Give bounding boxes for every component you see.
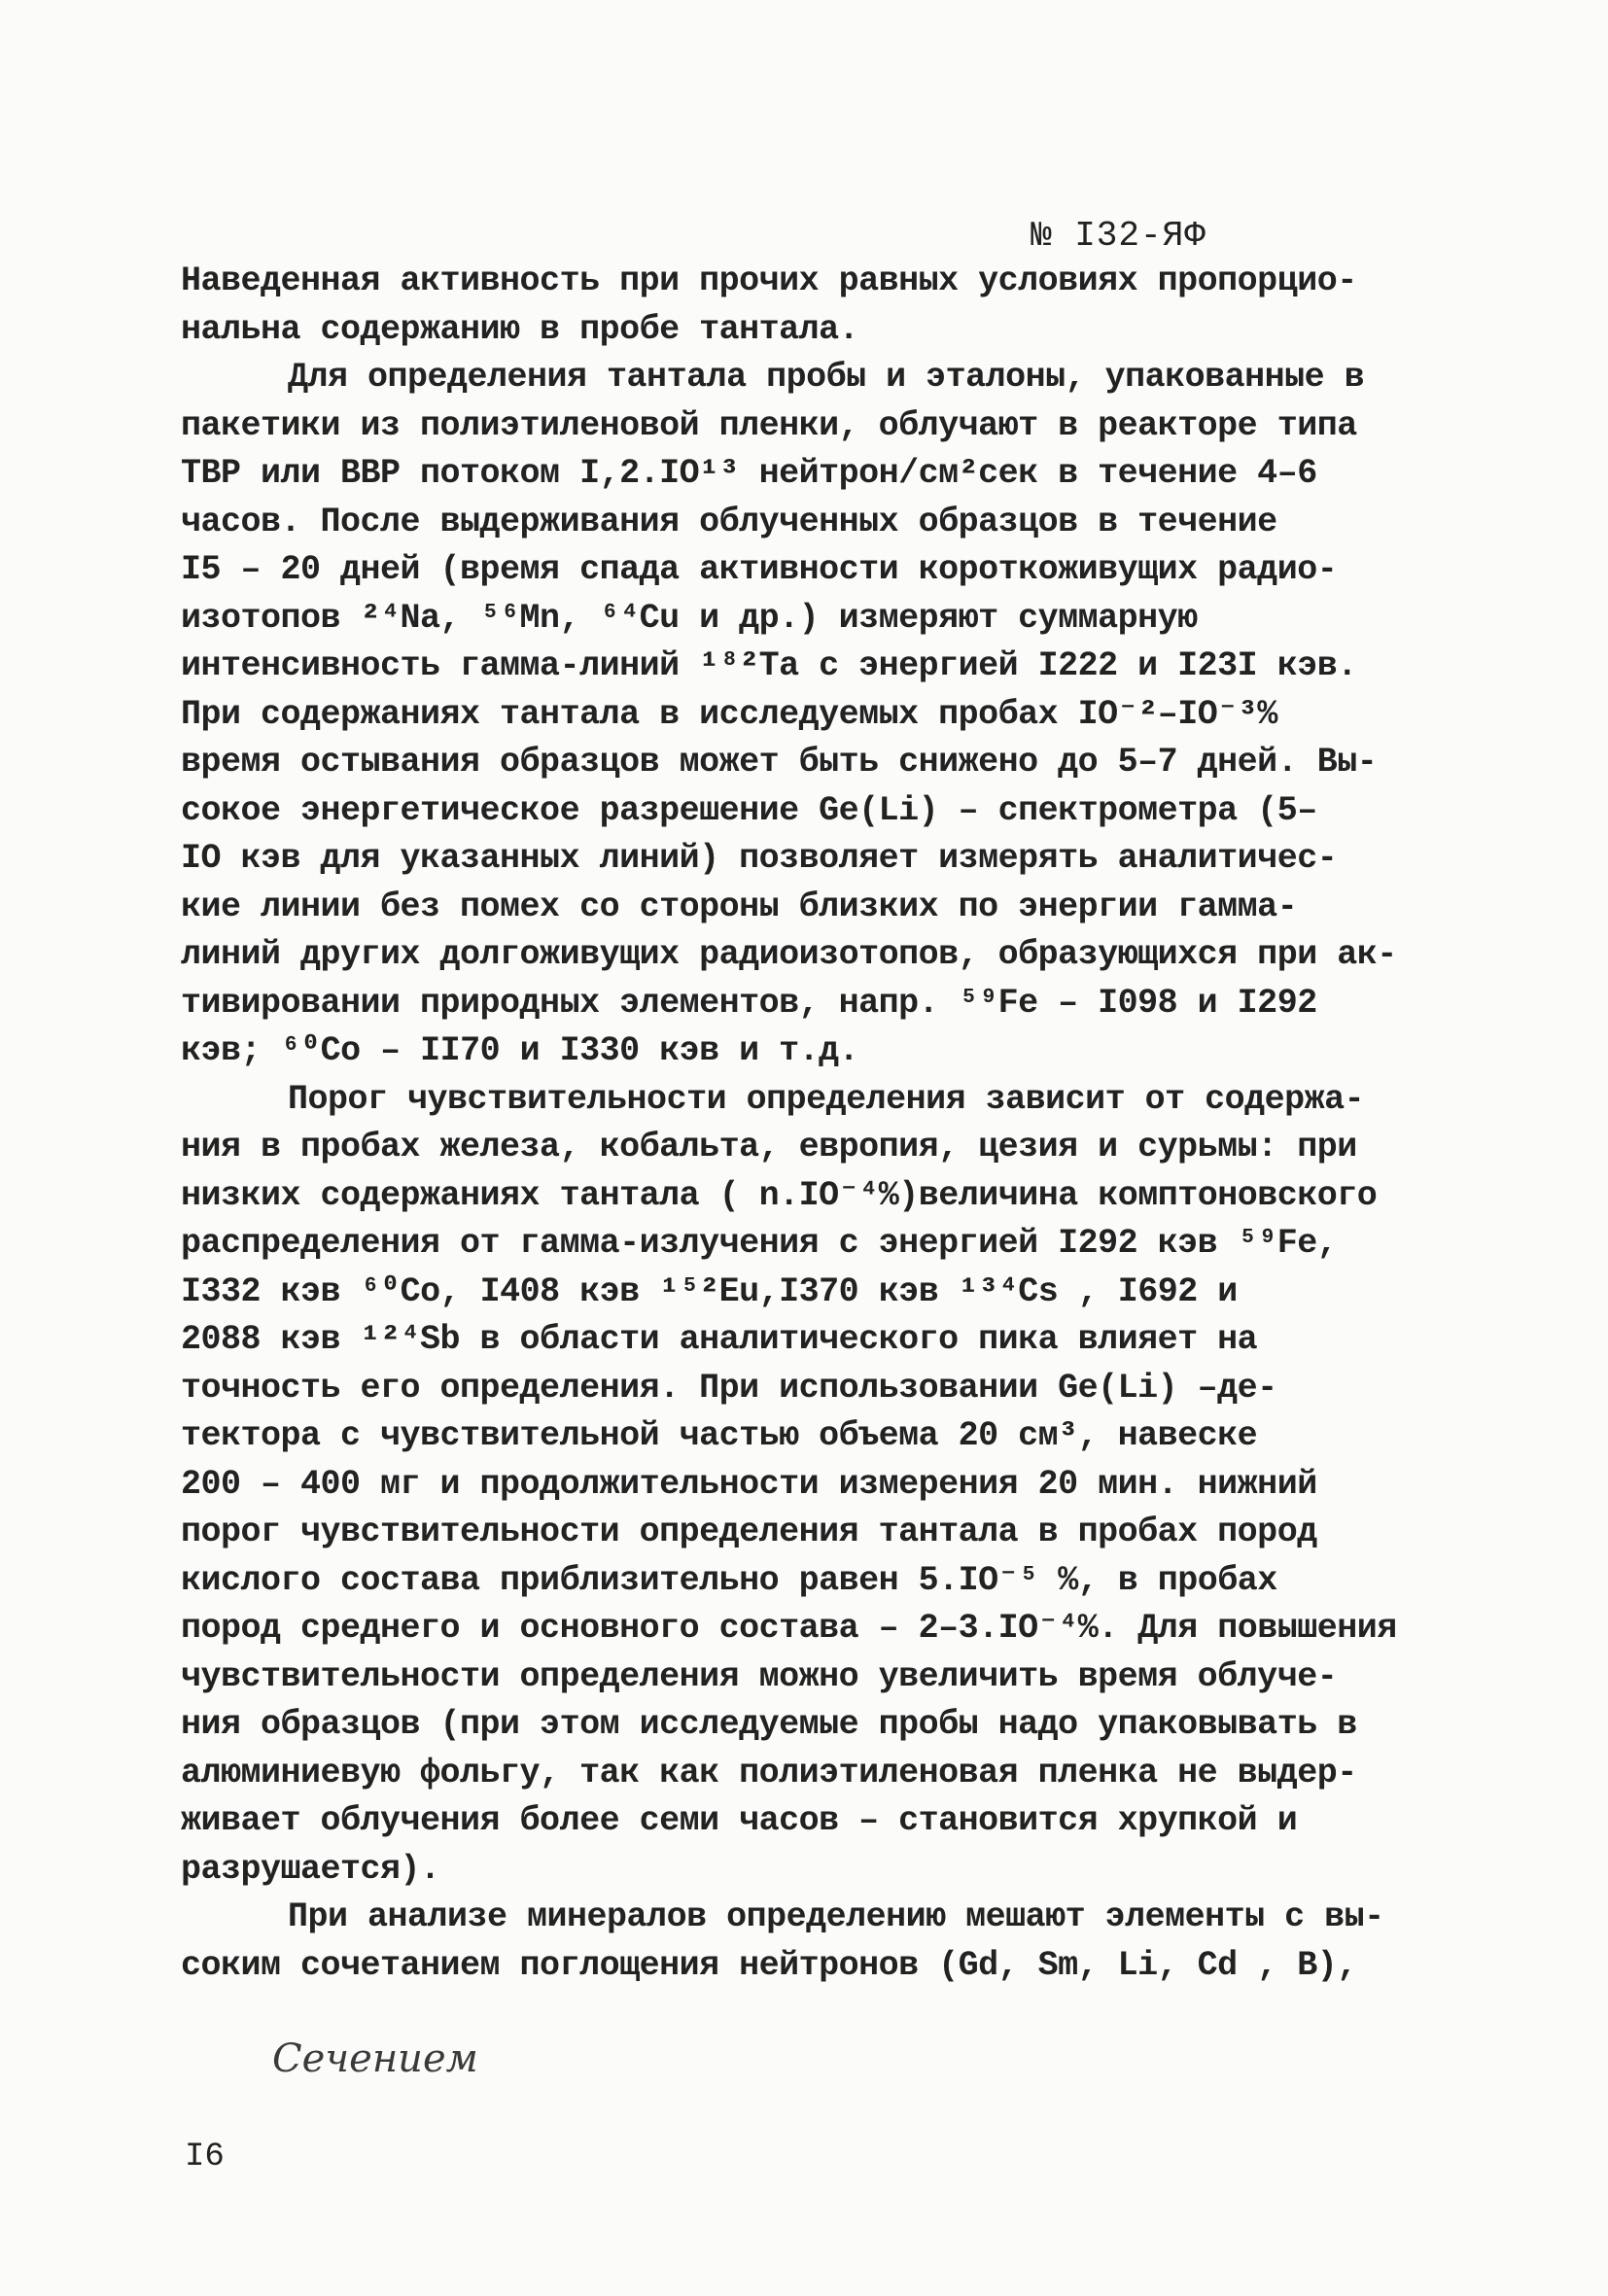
- text-line: кэв; ⁶⁰Co – II70 и I330 кэв и т.д.: [181, 1031, 859, 1070]
- text-line: 2088 кэв ¹²⁴Sb в области аналитического пика влияет на: [181, 1320, 1258, 1359]
- text-line: линий других долгоживущих радиоизотопов, образующихся при ак-: [181, 935, 1397, 974]
- text-line: соким сочетанием поглощения нейтронов (Gd, Sm, Li, Cd , B),: [181, 1945, 1357, 1985]
- text-line: порог чувствительности определения тантала в пробах пород: [181, 1513, 1317, 1551]
- text-line: I5 – 20 дней (время спада активности короткоживущих радио-: [181, 550, 1338, 589]
- text-line: Порог чувствительности определения зависит от содержа-: [288, 1079, 1365, 1119]
- text-line: кислого состава приблизительно равен 5.IO⁻⁵ %, в пробах: [181, 1560, 1277, 1600]
- text-line: сокое энергетическое разрешение Ge(Li) – спектрометра (5–: [181, 790, 1317, 830]
- document-number: № I32-ЯФ: [1031, 216, 1206, 256]
- text-line: разрушается).: [181, 1849, 440, 1889]
- document-body: [181, 258, 1445, 1990]
- text-line: Для определения тантала пробы и эталоны, упакованные в: [288, 358, 1365, 397]
- page-number: I6: [185, 2139, 225, 2175]
- text-line: тивировании природных элементов, напр. ⁵⁹Fe – I098 и I292: [181, 983, 1317, 1023]
- text-line: точность его определения. При использовании Ge(Li) –де-: [181, 1368, 1277, 1408]
- text-line: интенсивность гамма-линий ¹⁸²Та с энергией I222 и I23I кэв.: [181, 646, 1357, 685]
- text-line: I332 кэв ⁶⁰Co, I408 кэв ¹⁵²Eu,I370 кэв ¹³⁴Cs , I692 и: [181, 1271, 1238, 1311]
- text-line: Наведенная активность при прочих равных условиях пропорцио-: [181, 261, 1357, 300]
- text-line: чувствительности определения можно увеличить время облуче-: [181, 1656, 1338, 1696]
- text-line: нальна содержанию в пробе тантала.: [181, 309, 859, 349]
- text-line: При содержаниях тантала в исследуемых пробах IO⁻²–IO⁻³%: [181, 694, 1277, 734]
- text-line: ния образцов (при этом исследуемые пробы надо упаковывать в: [181, 1705, 1357, 1744]
- text-line: часов. После выдерживания облученных образцов в течение: [181, 502, 1277, 541]
- text-line: IO кэв для указанных линий) позволяет измерять аналитичес-: [181, 839, 1338, 878]
- text-line: время остывания образцов может быть снижено до 5–7 дней. Вы-: [181, 743, 1378, 782]
- text-line: кие линии без помех со стороны близких по энергии гамма-: [181, 887, 1298, 926]
- text-line: ния в пробах железа, кобальта, европия, цезия и сурьмы: при: [181, 1128, 1357, 1166]
- text-line: пород среднего и основного состава – 2–3.IO⁻⁴%. Для повышения: [181, 1609, 1397, 1648]
- text-line: алюминиевую фольгу, так как полиэтиленовая пленка не выдер-: [181, 1753, 1357, 1792]
- text-line: 200 – 400 мг и продолжительности измерения 20 мин. нижний: [181, 1464, 1317, 1504]
- handwritten-correction: Сечением: [272, 2036, 478, 2081]
- text-line: низких содержаниях тантала ( n.IO⁻⁴%)величина комптоновского: [181, 1175, 1378, 1215]
- text-line: При анализе минералов определению мешают элементы с вы-: [288, 1897, 1384, 1936]
- text-line: тектора с чувствительной частью объема 20 см³, навеске: [181, 1416, 1258, 1455]
- text-line: пакетики из полиэтиленовой пленки, облучают в реакторе типа: [181, 405, 1357, 445]
- text-line: ТВР или ВВР потоком I,2.IO¹³ нейтрон/см²сек в течение 4–6: [181, 454, 1317, 493]
- text-line: изотопов ²⁴Na, ⁵⁶Mn, ⁶⁴Cu и др.) измеряют суммарную: [181, 598, 1198, 638]
- text-line: живает облучения более семи часов – становится хрупкой и: [181, 1801, 1298, 1840]
- text-line: распределения от гамма-излучения с энергией I292 кэв ⁵⁹Fe,: [181, 1224, 1338, 1263]
